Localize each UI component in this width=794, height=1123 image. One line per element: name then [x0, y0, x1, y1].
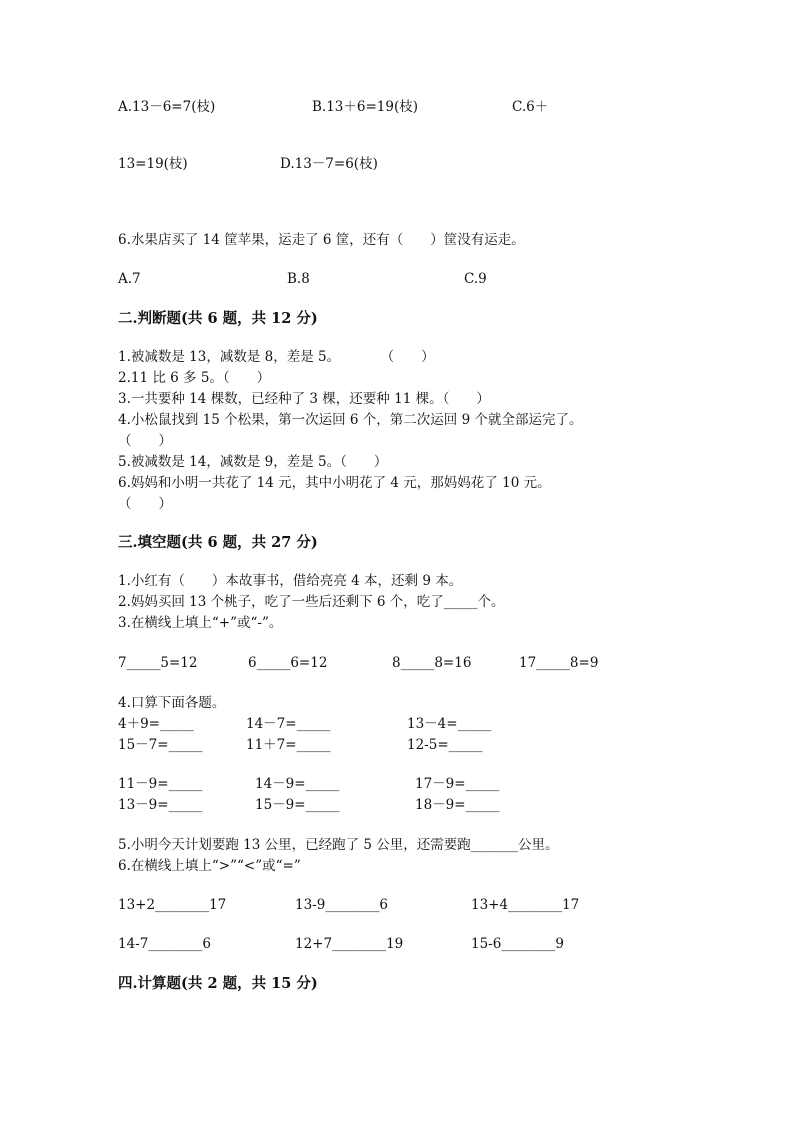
calc-item: 12-5=_____ [407, 737, 483, 753]
q5-option-c-part2: 13=19(枝) [118, 156, 188, 172]
judge-item-4: 4.小松鼠找到 15 个松果，第一次运回 6 个，第二次运回 9 个就全部运完了。 [118, 412, 583, 428]
q6-option-a: A.7 [118, 271, 141, 287]
compare-item: 15-6________9 [471, 936, 564, 952]
calc-item: 14－7=_____ [246, 716, 331, 732]
judge-item-3: 3.一共要种 14 棵数，已经种了 3 棵，还要种 11 棵。（ ） [118, 391, 490, 407]
calc-item: 11＋7=_____ [246, 737, 331, 753]
compare-item: 12+7________19 [295, 936, 404, 952]
calc-item: 14－9=_____ [255, 776, 340, 792]
calc-item: 13－4=_____ [407, 716, 492, 732]
q6-option-c: C.9 [464, 271, 487, 287]
section2-title: 二.判断题(共 6 题，共 12 分) [118, 310, 318, 327]
compare-item: 13+2________17 [118, 897, 227, 913]
q5-option-a: A.13－6=7(枝) [118, 99, 216, 115]
q6-option-b: B.8 [287, 271, 310, 287]
fill-q1: 1.小红有（ ）本故事书，借给亮亮 4 本，还剩 9 本。 [118, 573, 463, 589]
fill-q6: 6.在横线上填上“>”“<”或“=” [118, 858, 301, 874]
fill-q3-blank-4: 17_____8=9 [519, 655, 599, 671]
fill-q5: 5.小明今天计划要跑 13 公里，已经跑了 5 公里，还需要跑_______公里。 [118, 837, 559, 853]
fill-q3-blank-1: 7_____5=12 [118, 655, 198, 671]
section4-title: 四.计算题(共 2 题，共 15 分) [118, 975, 318, 992]
section3-title: 三.填空题(共 6 题，共 27 分) [118, 534, 318, 551]
judge-item-2: 2.11 比 6 多 5。（ ） [118, 370, 271, 386]
calc-item: 11－9=_____ [118, 776, 203, 792]
judge-item-4-bracket: （ ） [118, 433, 172, 449]
q5-option-b: B.13＋6=19(枝) [312, 99, 419, 115]
fill-q3-blank-3: 8_____8=16 [392, 655, 472, 671]
calc-item: 4＋9=_____ [118, 716, 194, 732]
compare-item: 13-9________6 [295, 897, 388, 913]
q6-stem: 6.水果店买了 14 筐苹果，运走了 6 筐，还有（ ）筐没有运走。 [118, 232, 525, 248]
calc-item: 18－9=_____ [415, 797, 500, 813]
compare-item: 13+4________17 [471, 897, 580, 913]
calc-item: 17－9=_____ [415, 776, 500, 792]
calc-item: 13－9=_____ [118, 797, 203, 813]
q5-option-d: D.13－7=6(枝) [280, 156, 378, 172]
fill-q3-blank-2: 6_____6=12 [248, 655, 328, 671]
fill-q2: 2.妈妈买回 13 个桃子，吃了一些后还剩下 6 个，吃了_____个。 [118, 594, 505, 610]
judge-item-6: 6.妈妈和小明一共花了 14 元，其中小明花了 4 元，那妈妈花了 10 元。 [118, 475, 551, 491]
fill-q3: 3.在横线上填上“+”或“-”。 [118, 615, 283, 631]
calc-item: 15－9=_____ [255, 797, 340, 813]
judge-item-1: 1.被减数是 13，减数是 8，差是 5。 （ ） [118, 349, 435, 365]
compare-item: 14-7________6 [118, 936, 211, 952]
judge-item-6-bracket: （ ） [118, 496, 172, 512]
calc-item: 15－7=_____ [118, 737, 203, 753]
fill-q4: 4.口算下面各题。 [118, 695, 226, 711]
judge-item-5: 5.被减数是 14，减数是 9，差是 5。（ ） [118, 454, 388, 470]
q5-option-c-part1: C.6＋ [512, 99, 549, 115]
